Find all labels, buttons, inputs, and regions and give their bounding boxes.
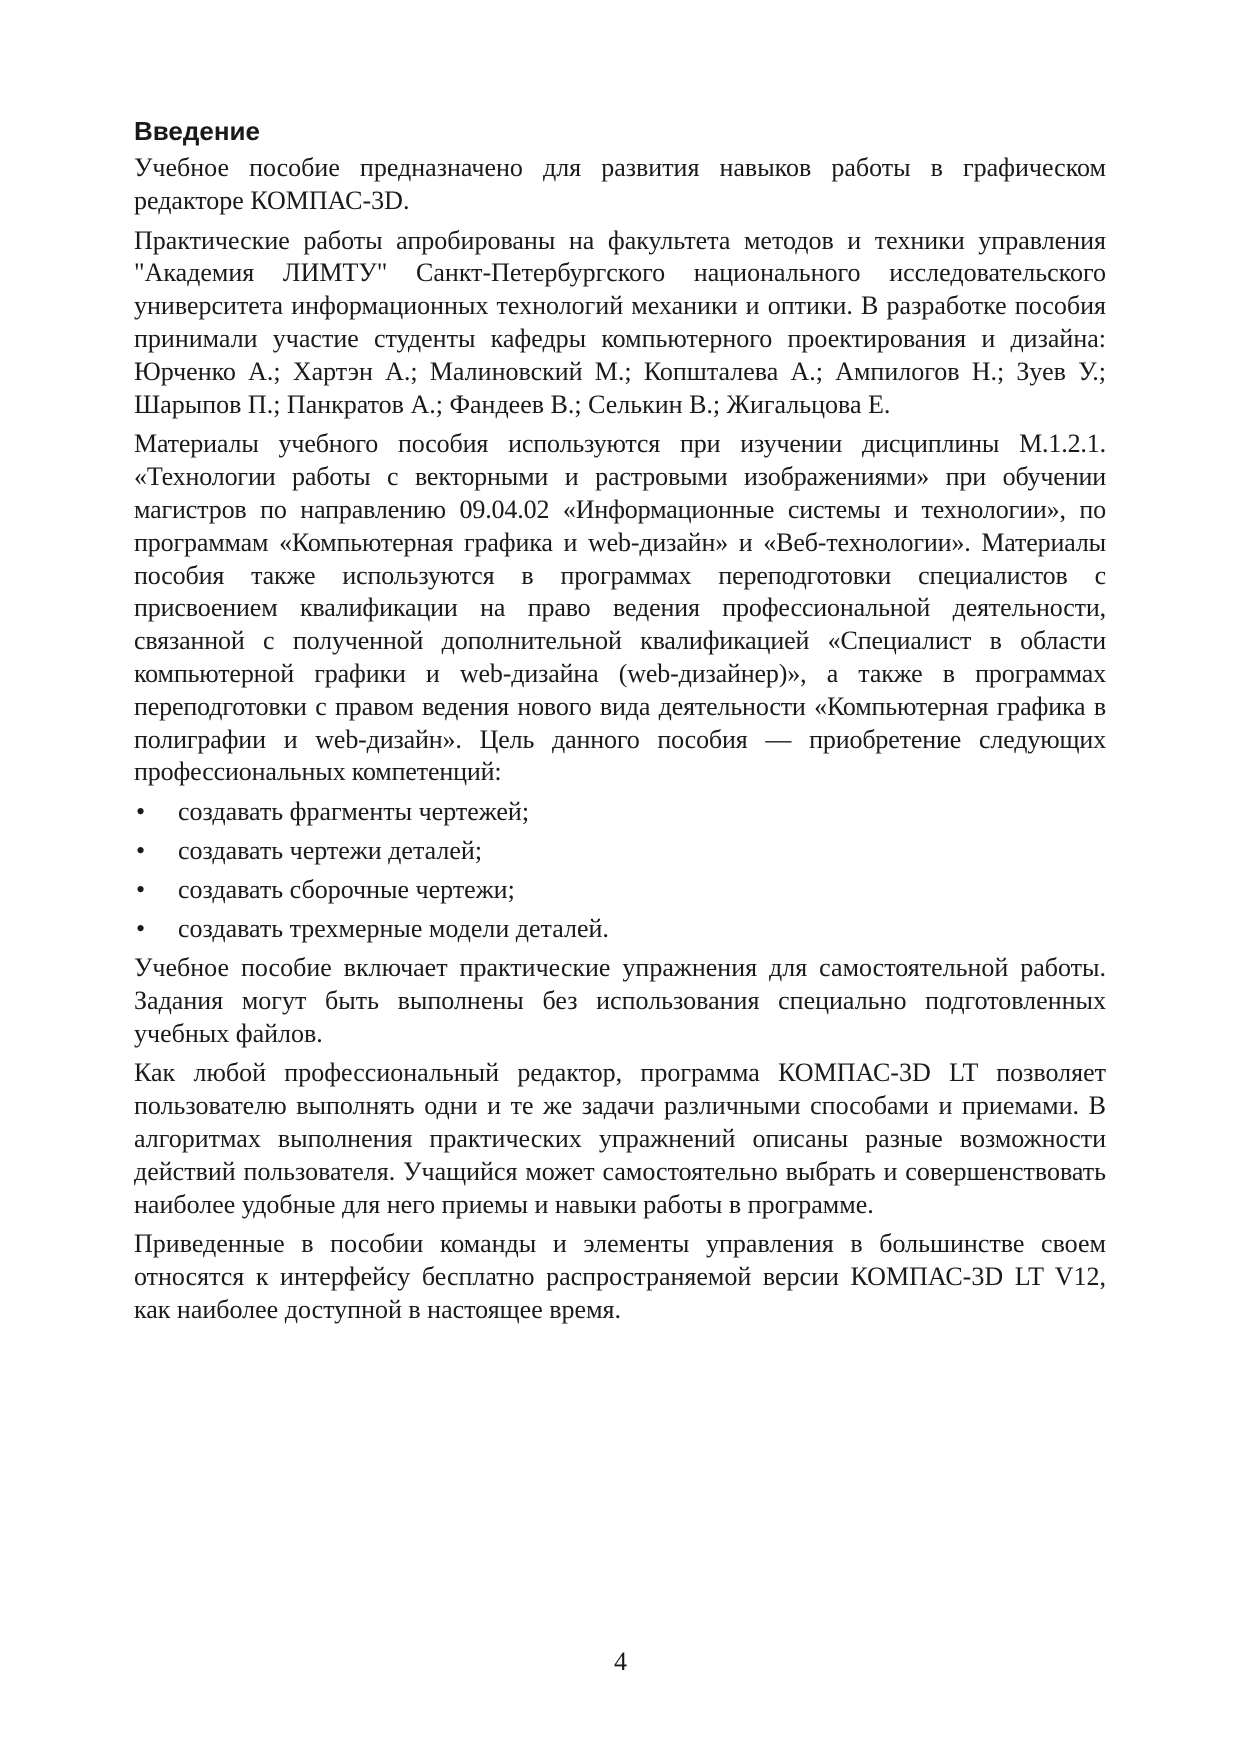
paragraph-version: Приведенные в пособии команды и элементы управления в большинстве своем относятся к интерфейсу бесплатно распространяемой версии КОМПАС-3D LT V12, как наиболее доступной в настоящее время. [134,1229,1106,1325]
page-number: 4 [614,1647,627,1676]
bullet-icon: • [136,875,146,905]
list-item-text: создавать сборочные чертежи; [178,875,515,905]
paragraph-purpose: Учебное пособие предназначено для развития навыков работы в графическом редакторе КОМПАС-3D. [134,153,1106,215]
bullet-icon: • [136,836,146,866]
competencies-list [134,796,1106,946]
paragraph-authors: Практические работы апробированы на факультета методов и техники управления "Академия ЛИМТУ" Санкт-Петербургского национального исследовательского университета информационных технологий механики и оптики. В разработке пособия принимали участие студенты кафедры компьютерного проектирования и дизайна: Юрченко А.; Хартэн А.; Малиновский М.; Копшталева А.; Ампилогов Н.; Зуев У.; Шарыпов П.; Панкратов А.; Фандеев В.; Селькин В.; Жигальцова Е. [134,225,1106,419]
bullet-icon: • [136,914,146,944]
list-item-text: создавать чертежи деталей; [178,836,483,866]
list-item-text: создавать трехмерные модели деталей. [178,914,609,944]
list-item [134,874,1106,907]
bullet-icon: • [136,797,146,827]
list-item [134,913,1106,946]
paragraph-materials: Материалы учебного пособия используются при изучении дисциплины М.1.2.1. «Технологии работы с векторными и растровыми изображениями» при обучении магистров по направлению 09.04.02 «Информационные системы и технологии», по программам «Компьютерная графика и web-дизайн» и «Веб-технологии». Материалы пособия также используются в программах переподготовки специалистов с присвоением квалификации на право ведения профессиональной деятельности, связанной с полученной дополнительной квалификацией «Специалист в области компьютерной графики и web-дизайна (web-дизайнер)», а также в программах переподготовки с правом ведения нового вида деятельности «Компьютерная графика в полиграфии и web-дизайн». Цель данного пособия — приобретение следующих профессиональных компетенций: [134,429,1106,787]
list-item [134,835,1106,868]
paragraph-editor: Как любой профессиональный редактор, программа КОМПАС-3D LT позволяет пользователю выполнять одни и те же задачи различными способами и приемами. В алгоритмах выполнения практических упражнений описаны разные возможности действий пользователя. Учащийся может самостоятельно выбрать и совершенствовать наиболее удобные для него приемы и навыки работы в программе. [134,1058,1106,1219]
document-page [134,114,1106,1334]
list-item [134,796,1106,829]
list-item-text: создавать фрагменты чертежей; [178,797,530,827]
paragraph-exercises: Учебное пособие включает практические упражнения для самостоятельной работы. Задания могут быть выполнены без использования специально подготовленных учебных файлов. [134,953,1106,1048]
section-heading: Введение [134,116,260,146]
